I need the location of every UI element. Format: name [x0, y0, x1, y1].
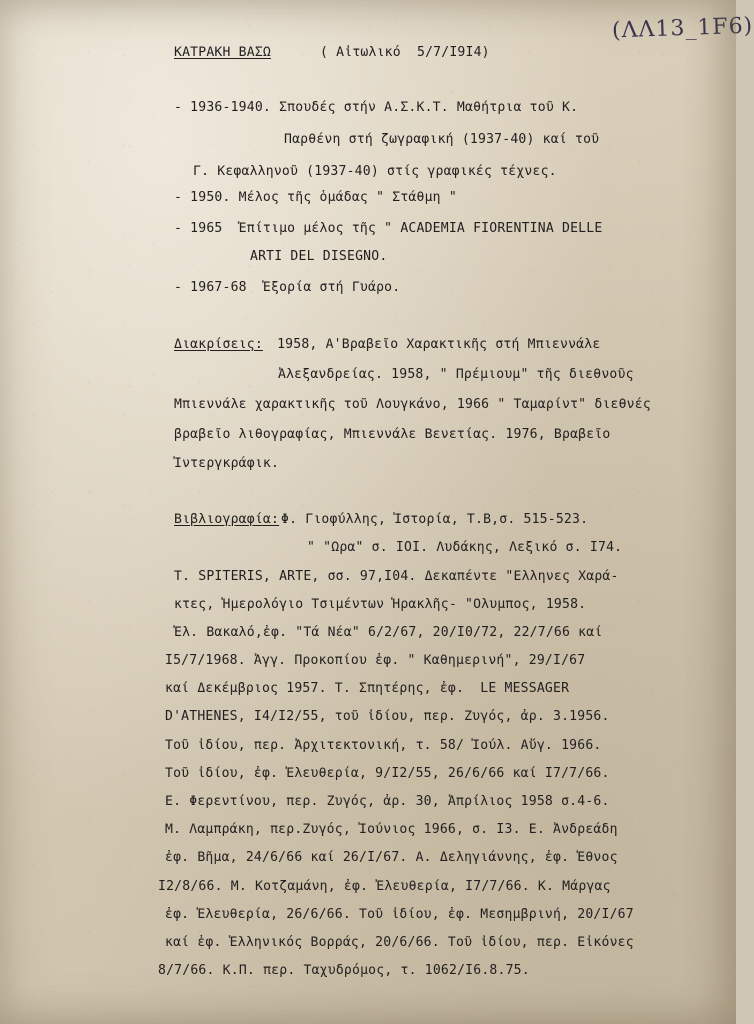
bibliography-line: 8/7/66. Κ.Π. περ. Ταχυδρόμος, τ. 1062/I6.8.75.: [158, 963, 530, 978]
bio-line: - 1950. Μέλος τῆς ὁμάδας " Στάθμη ": [174, 190, 457, 205]
distinctions-line: Ἰντεργκράφικ.: [174, 456, 280, 471]
bibliography-line: Τ. SPITERIS, ARTE, σσ. 97,I04. Δεκαπέντε "Ελληνες Χαρά-: [174, 569, 619, 584]
bibliography-line: καί ἐφ. Ἑλληνικός Βορράς, 20/6/66. Τοῦ ἰδίου, περ. Εἰκόνες: [165, 935, 634, 950]
bibliography-line: I2/8/66. Μ. Κοτζαμάνη, ἐφ. Ἐλευθερία, I7/7/66. Κ. Μάργας: [158, 879, 611, 894]
distinctions-heading: Διακρίσεις:: [174, 337, 263, 352]
subject-origin: ( Αἰτωλικό 5/7/I9I4): [320, 45, 490, 60]
distinctions-line: βραβεῖο λιθογραφίας, Μπιεννάλε Βενετίας. 1976, Βραβεῖο: [174, 427, 611, 442]
bio-line: ARTI DEL DISEGNO.: [250, 249, 388, 264]
bibliography-line: ἐφ. Ἐλευθερία, 26/6/66. Τοῦ ἰδίου, ἐφ. Μεσημβρινή, 20/I/67: [165, 907, 634, 922]
handwritten-annotation: (ΛΛ13_1F6): [611, 13, 754, 44]
bibliography-line: I5/7/1968. Ἀγγ. Προκοπίου ἐφ. " Καθημερινή", 29/I/67: [165, 653, 586, 668]
bibliography-line: κτες, Ἡμερολόγιο Τσιμέντων Ἡρακλῆς- "Ολυμπος, 1958.: [174, 597, 587, 612]
bibliography-line: Ε. Φερεντίνου, περ. Ζυγός, ἀρ. 30, Ἀπρίλιος 1958 σ.4-6.: [165, 794, 610, 809]
bibliography-line: D'ATHENES, I4/I2/55, τοῦ ἰδίου, περ. Ζυγός, ἀρ. 3.1956.: [165, 709, 610, 724]
bio-line: - 1936-1940. Σπουδές στήν Α.Σ.Κ.Τ. Μαθήτρια τοῦ Κ.: [174, 100, 579, 115]
bibliography-line: Τοῦ ἰδίου, ἐφ. Ἐλευθερία, 9/I2/55, 26/6/66 καί I7/7/66.: [165, 766, 610, 781]
distinctions-line: 1958, Α'Βραβεῖο Χαρακτικῆς στή Μπιεννάλε: [269, 337, 601, 352]
bibliography-line: Ἐλ. Βακαλό,ἐφ. "Τά Νέα" 6/2/67, 20/I0/72, 22/7/66 καί: [174, 625, 603, 640]
bibliography-line: Μ. Λαμπράκη, περ.Ζυγός, Ἰούνιος 1966, σ. I3. Ε. Ἀνδρεάδη: [165, 822, 618, 837]
bibliography-line: καί Δεκέμβριος 1957. Τ. Σπητέρης, ἐφ. LE MESSAGER: [165, 681, 570, 696]
bio-line: Παρθένη στή ζωγραφική (1937-40) καί τοῦ: [284, 132, 600, 147]
bibliography-line: ἐφ. Βῆμα, 24/6/66 καί 26/I/67. Α. Δεληγιάννης, ἐφ. Ἐθνος: [165, 850, 618, 865]
bibliography-line: " "Ωρα" σ. IOI. Λυδάκης, Λεξικό σ. I74.: [307, 540, 623, 555]
bibliography-line: Τοῦ ἰδίου, περ. Ἀρχιτεκτονική, τ. 58/ Ἰούλ. Αὔγ. 1966.: [165, 738, 602, 753]
bio-line: Γ. Κεφαλληνοῦ (1937-40) στίς γραφικές τέχνες.: [193, 164, 557, 179]
bio-line: - 1967-68 Ἐξορία στή Γυάρο.: [174, 280, 401, 295]
bibliography-line: Φ. Γιοφύλλης, Ἱστορία, Τ.Β,σ. 515-523.: [281, 512, 589, 527]
distinctions-line: Ἀλεξανδρείας. 1958, " Πρέμιουμ" τῆς διεθνοῦς: [278, 367, 634, 382]
bio-line: - 1965 Ἐπίτιμο μέλος τῆς " ACADEMIA FIORENTINA DELLE: [174, 221, 603, 236]
bibliography-heading: Βιβλιογραφία:: [174, 512, 280, 527]
subject-name: ΚΑΤΡΑΚΗ ΒΑΣΩ: [174, 45, 271, 60]
distinctions-line: Μπιεννάλε χαρακτικῆς τοῦ Λουγκάνο, 1966 " Ταμαρίντ" διεθνές: [174, 397, 651, 412]
